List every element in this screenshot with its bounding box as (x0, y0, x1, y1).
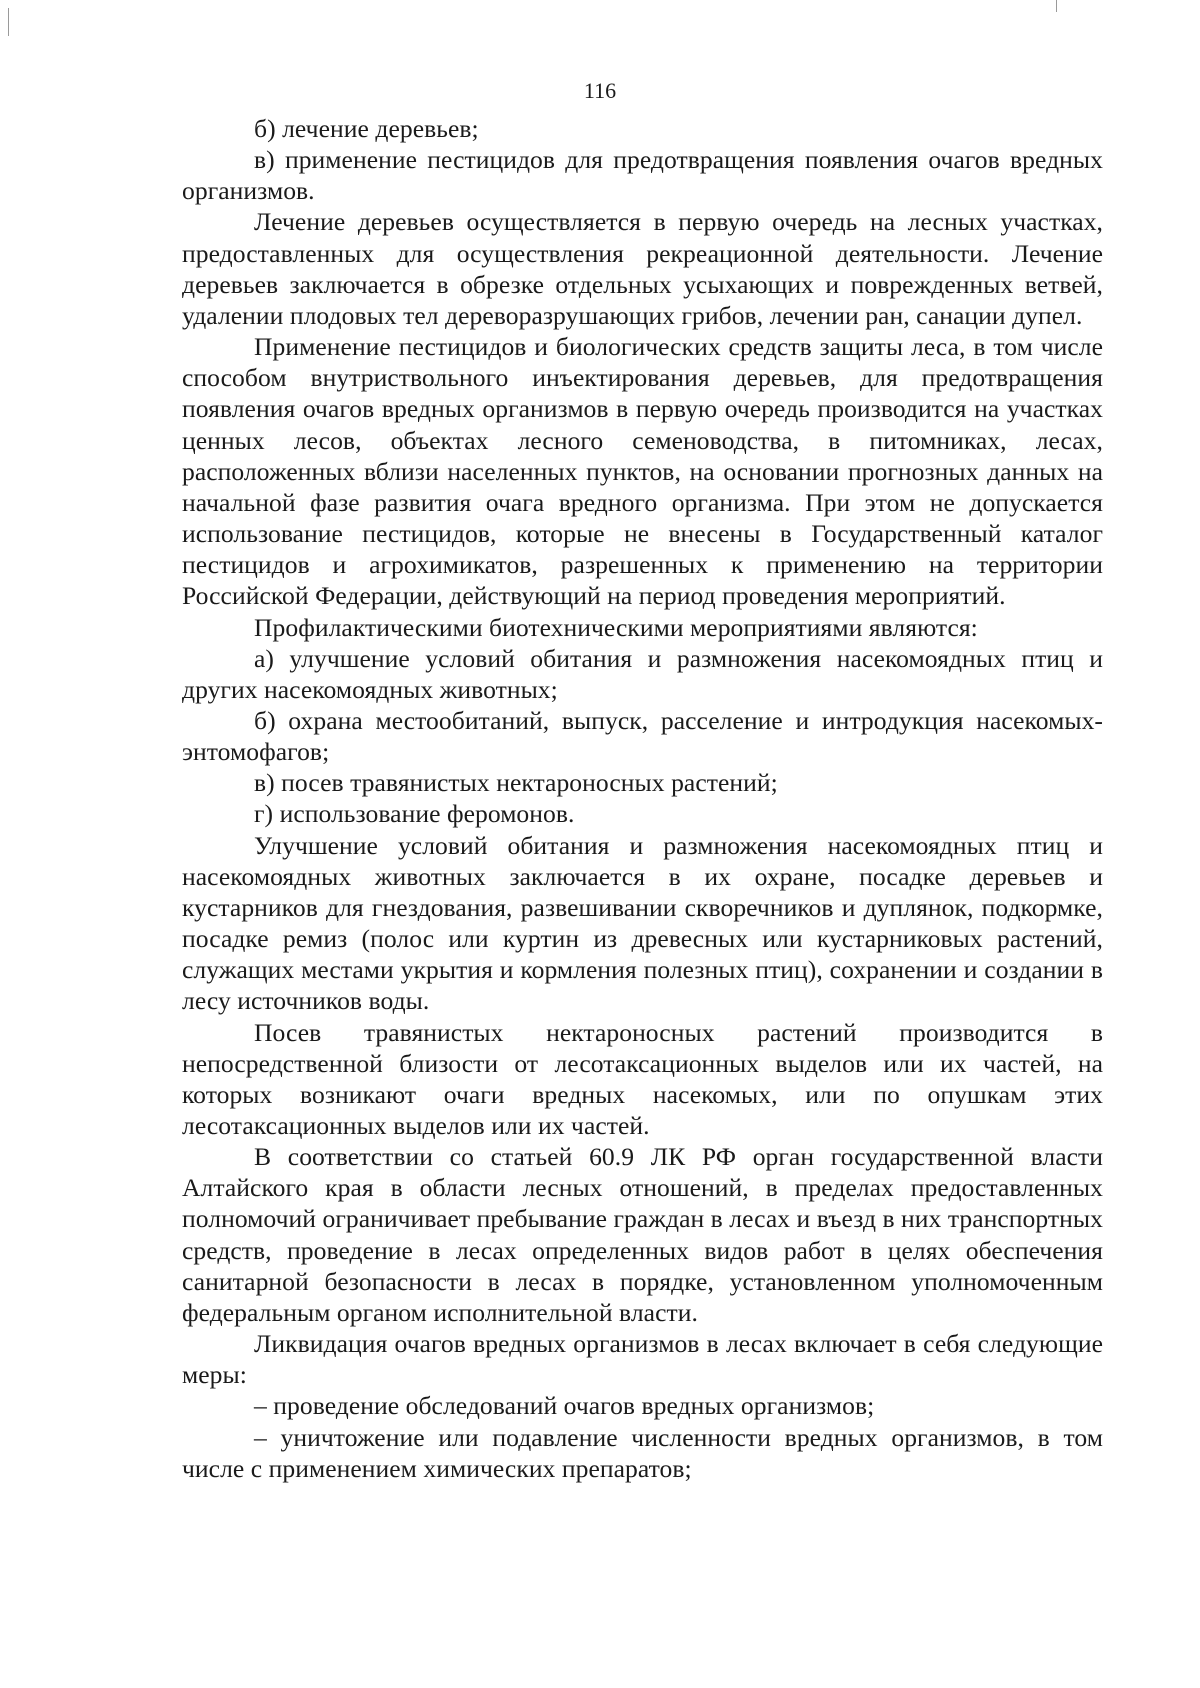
paragraph-nectar-plants: Посев травянистых нектароносных растений производится в непосредственной близости от лесотаксационных выделов или их частей, на которых возникают очаги вредных насекомых, или по опушкам этих лесотаксационных выделов или их частей. (182, 1017, 1103, 1140)
scan-edge-mark (8, 8, 9, 36)
paragraph-list-item-g: г) использование феромонов. (254, 799, 575, 829)
paragraph-dash-item-suppression: – уничтожение или подавление численности вредных организмов, в том числе с применением химических препаратов; (182, 1422, 1103, 1483)
paragraph-list-item-v: в) применение пестицидов для предотвращения появления очагов вредных организмов. (182, 145, 1103, 206)
paragraph-list-item-v2: в) посев травянистых нектароносных растений; (254, 768, 778, 798)
page-number: 116 (583, 78, 617, 103)
paragraph-dash-item-survey: – проведение обследований очагов вредных организмов; (254, 1391, 875, 1421)
paragraph-list-item-b: б) лечение деревьев; (254, 114, 479, 143)
paragraph-list-item-b2: б) охрана местообитаний, выпуск, расселение и интродукция насекомых-энтомофагов; (182, 705, 1103, 767)
paragraph-liquidation-intro: Ликвидация очагов вредных организмов в лесах включает в себя следующие меры: (182, 1329, 1103, 1390)
paragraph-pesticide-application: Применение пестицидов и биологических средств защиты леса, в том числе способом внутриствольного инъектирования деревьев, для предотвращения появления очагов вредных организмов в первую очередь производится на участках ценных лесов, объектах лесного семеноводства, в питомниках, лесах, расположенных вблизи населенных пунктов, на основании прогнозных данных на начальной фазе развития очага вредного организма. При этом не допускается использование пестицидов, которые не внесены в Государственный каталог пестицидов и агрохимикатов, разрешенных к применению на территории Российской Федерации, действующий на период проведения мероприятий. (182, 332, 1103, 611)
paragraph-access-restriction: В соответствии со статьей 60.9 ЛК РФ орган государственной власти Алтайского края в области лесных отношений, в пределах предоставленных полномочий ограничивает пребывание граждан в лесах и въезд в них транспортных средств, проведение в лесах определенных видов работ в целях обеспечения санитарной безопасности в лесах в порядке, установленном уполномоченным федеральным органом исполнительной власти. (182, 1142, 1103, 1327)
paragraph-tree-treatment: Лечение деревьев осуществляется в первую очередь на лесных участках, предоставленных для осуществления рекреационной деятельности. Лечение деревьев заключается в обрезке отдельных усыхающих и поврежденных ветвей, удалении плодовых тел дереворазрушающих грибов, лечении ран, санации дупел. (182, 207, 1103, 330)
paragraph-habitat-improvement: Улучшение условий обитания и размножения насекомоядных птиц и насекомоядных животных заключается в их охране, посадке деревьев и кустарников для гнездования, развешивании скворечников и дуплянок, подкормке, посадке ремиз (полос или куртин из древесных или кустарниковых растений, служащих местами укрытия и кормления полезных птиц), сохранении и создании в лесу источников воды. (182, 830, 1103, 1016)
paragraph-list-item-a: а) улучшение условий обитания и размножения насекомоядных птиц и других насекомоядных животных; (182, 643, 1103, 704)
paragraph-biotechnical-measures-intro: Профилактическими биотехническими мероприятиями являются: (254, 612, 978, 642)
document-body (182, 113, 1103, 1484)
scan-edge-mark (1056, 0, 1057, 12)
